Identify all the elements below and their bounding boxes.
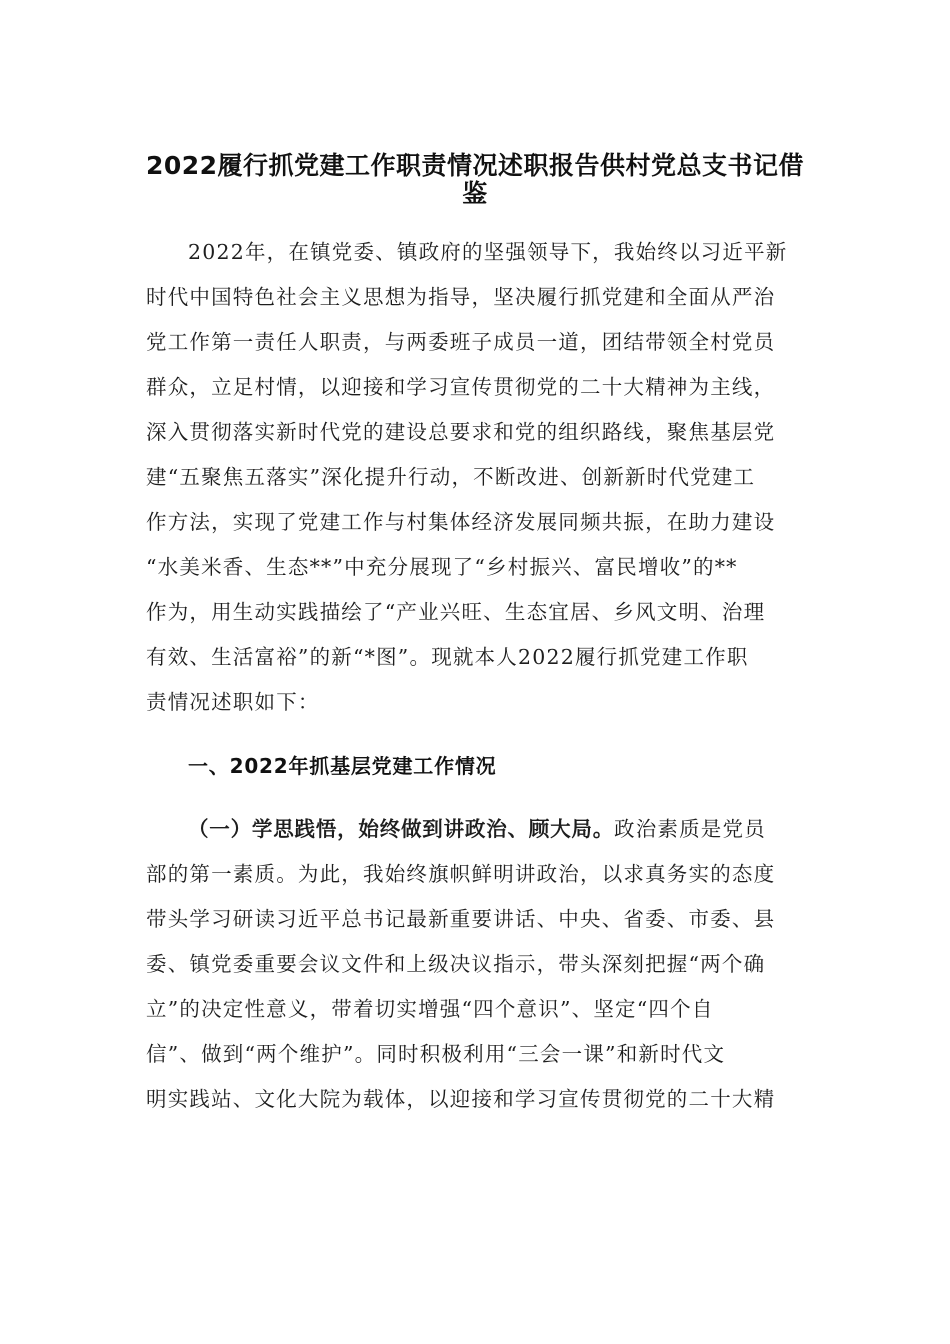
intro-paragraph-line: 有效、生活富裕”的新“*图”。现就本人2022履行抓党建工作职 — [146, 645, 749, 669]
intro-paragraph-line: 作为，用生动实践描绘了“产业兴旺、生态宜居、乡风文明、治理 — [146, 600, 766, 624]
intro-paragraph-line: 党工作第一责任人职责，与两委班子成员一道，团结带领全村党员 — [146, 330, 776, 354]
subsection-first-line — [188, 814, 766, 844]
intro-paragraph-line: 建“五聚焦五落实”深化提升行动，不断改进、创新新时代党建工 — [146, 465, 756, 489]
subsection-paragraph-line: 明实践站、文化大院为载体，以迎接和学习宣传贯彻党的二十大精 — [146, 1087, 776, 1111]
intro-paragraph-line: “水美米香、生态**”中充分展现了“乡村振兴、富民增收”的** — [146, 555, 738, 579]
document-title-line-1: 2022履行抓党建工作职责情况述职报告供村党总支书记借 — [145, 151, 805, 180]
subsection-paragraph-line: 部的第一素质。为此，我始终旗帜鲜明讲政治，以求真务实的态度 — [146, 862, 776, 886]
subsection-paragraph-line: 立”的决定性意义，带着切实增强“四个意识”、坚定“四个自 — [146, 997, 714, 1021]
intro-paragraph-line: 责情况述职如下： — [146, 690, 320, 714]
subsection-paragraph-line: 带头学习研读习近平总书记最新重要讲话、中央、省委、市委、县 — [146, 907, 776, 931]
intro-paragraph-line: 作方法，实现了党建工作与村集体经济发展同频共振，在助力建设 — [146, 510, 776, 534]
subsection-paragraph-line: 信”、做到“两个维护”。同时积极利用“三会一课”和新时代文 — [146, 1042, 726, 1066]
intro-paragraph-line: 时代中国特色社会主义思想为指导，坚决履行抓党建和全面从严治 — [146, 285, 776, 309]
intro-paragraph-line: 2022年，在镇党委、镇政府的坚强领导下，我始终以习近平新 — [188, 240, 788, 264]
section-heading: 一、2022年抓基层党建工作情况 — [188, 754, 497, 778]
subsection-first-line-text: 政治素质是党员 — [614, 817, 766, 841]
intro-paragraph-line: 深入贯彻落实新时代党的建设总要求和党的组织路线，聚焦基层党 — [146, 420, 776, 444]
intro-paragraph-line: 群众，立足村情，以迎接和学习宣传贯彻党的二十大精神为主线， — [146, 375, 776, 399]
subsection-paragraph-line: 委、镇党委重要会议文件和上级决议指示，带头深刻把握“两个确 — [146, 952, 766, 976]
document-title-line-2: 鉴 — [462, 179, 488, 208]
subsection-lead: （一）学思践悟，始终做到讲政治、顾大局。 — [188, 817, 614, 841]
